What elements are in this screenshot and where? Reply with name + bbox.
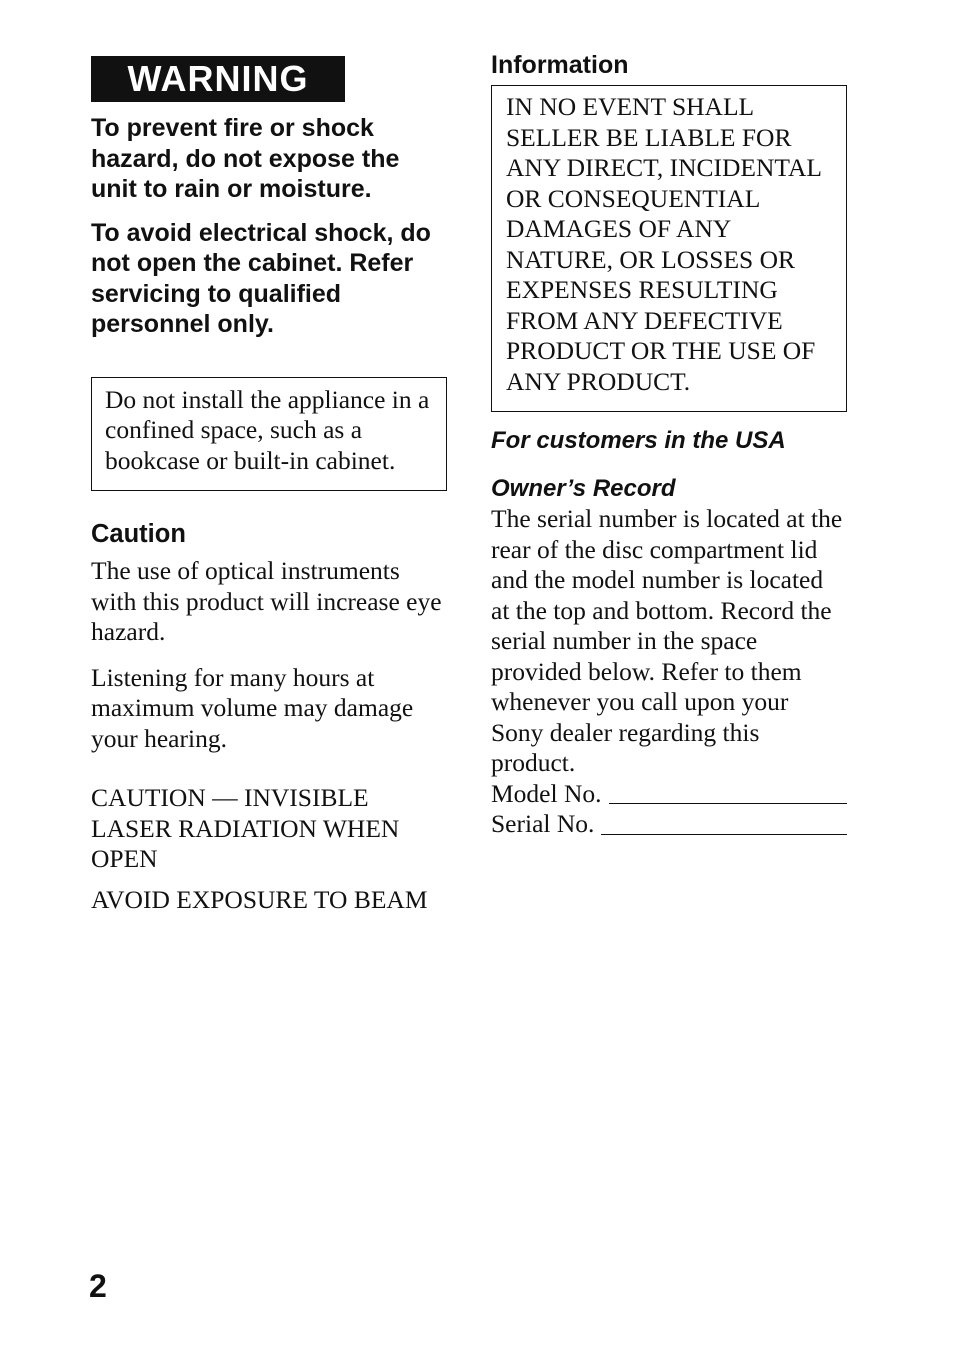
install-notice-box bbox=[91, 377, 447, 492]
model-number-field bbox=[491, 779, 847, 810]
liability-box bbox=[491, 85, 847, 412]
serial-number-label: Serial No. bbox=[491, 809, 595, 838]
warning-banner: WARNING bbox=[91, 56, 345, 102]
model-number-label: Model No. bbox=[491, 778, 602, 808]
warning-fire-shock-text: To prevent fire or shock hazard, do not expose the unit to rain or moisture. bbox=[91, 114, 400, 203]
page-number: 2 bbox=[89, 1268, 107, 1304]
serial-number-line[interactable] bbox=[601, 814, 847, 835]
model-number-line[interactable] bbox=[609, 783, 848, 804]
owners-record-text: The serial number is located at the rear of the disc compartment lid and the model number is located at the top and bottom. Record the serial number in the space provided below. Refer to them whenever you call upon your Sony dealer regarding this product. bbox=[491, 504, 843, 777]
install-notice-text: Do not install the appliance in a confined space, such as a bookcase or built-in cabinet. bbox=[105, 384, 430, 475]
warning-electrical-shock-text: To avoid electrical shock, do not open the cabinet. Refer servicing to qualified personnel only. bbox=[91, 218, 431, 338]
caution-laser-text: CAUTION — INVISIBLE LASER RADIATION WHEN OPEN bbox=[91, 783, 400, 873]
serial-number-field bbox=[491, 809, 847, 840]
caution-optical-text: The use of optical instruments with this product will increase eye hazard. bbox=[91, 556, 442, 646]
right-column bbox=[491, 50, 847, 840]
liability-text: IN NO EVENT SHALL SELLER BE LIABLE FOR ANY DIRECT, INCIDENTAL OR CONSEQUENTIAL DAMAGES OF ANY NATURE, OR LOSSES OR EXPENSES RESULTING FROM ANY DEFECTIVE PRODUCT OR THE USE OF ANY PRODUCT. bbox=[506, 92, 822, 396]
usa-customers-heading: For customers in the USA bbox=[491, 427, 786, 454]
left-column bbox=[91, 56, 447, 915]
owners-record-heading: Owner’s Record bbox=[491, 475, 676, 502]
caution-beam-text: AVOID EXPOSURE TO BEAM bbox=[91, 884, 428, 914]
caution-volume-text: Listening for many hours at maximum volume may damage your hearing. bbox=[91, 662, 414, 753]
caution-heading: Caution bbox=[91, 520, 186, 548]
information-heading: Information bbox=[491, 51, 629, 79]
